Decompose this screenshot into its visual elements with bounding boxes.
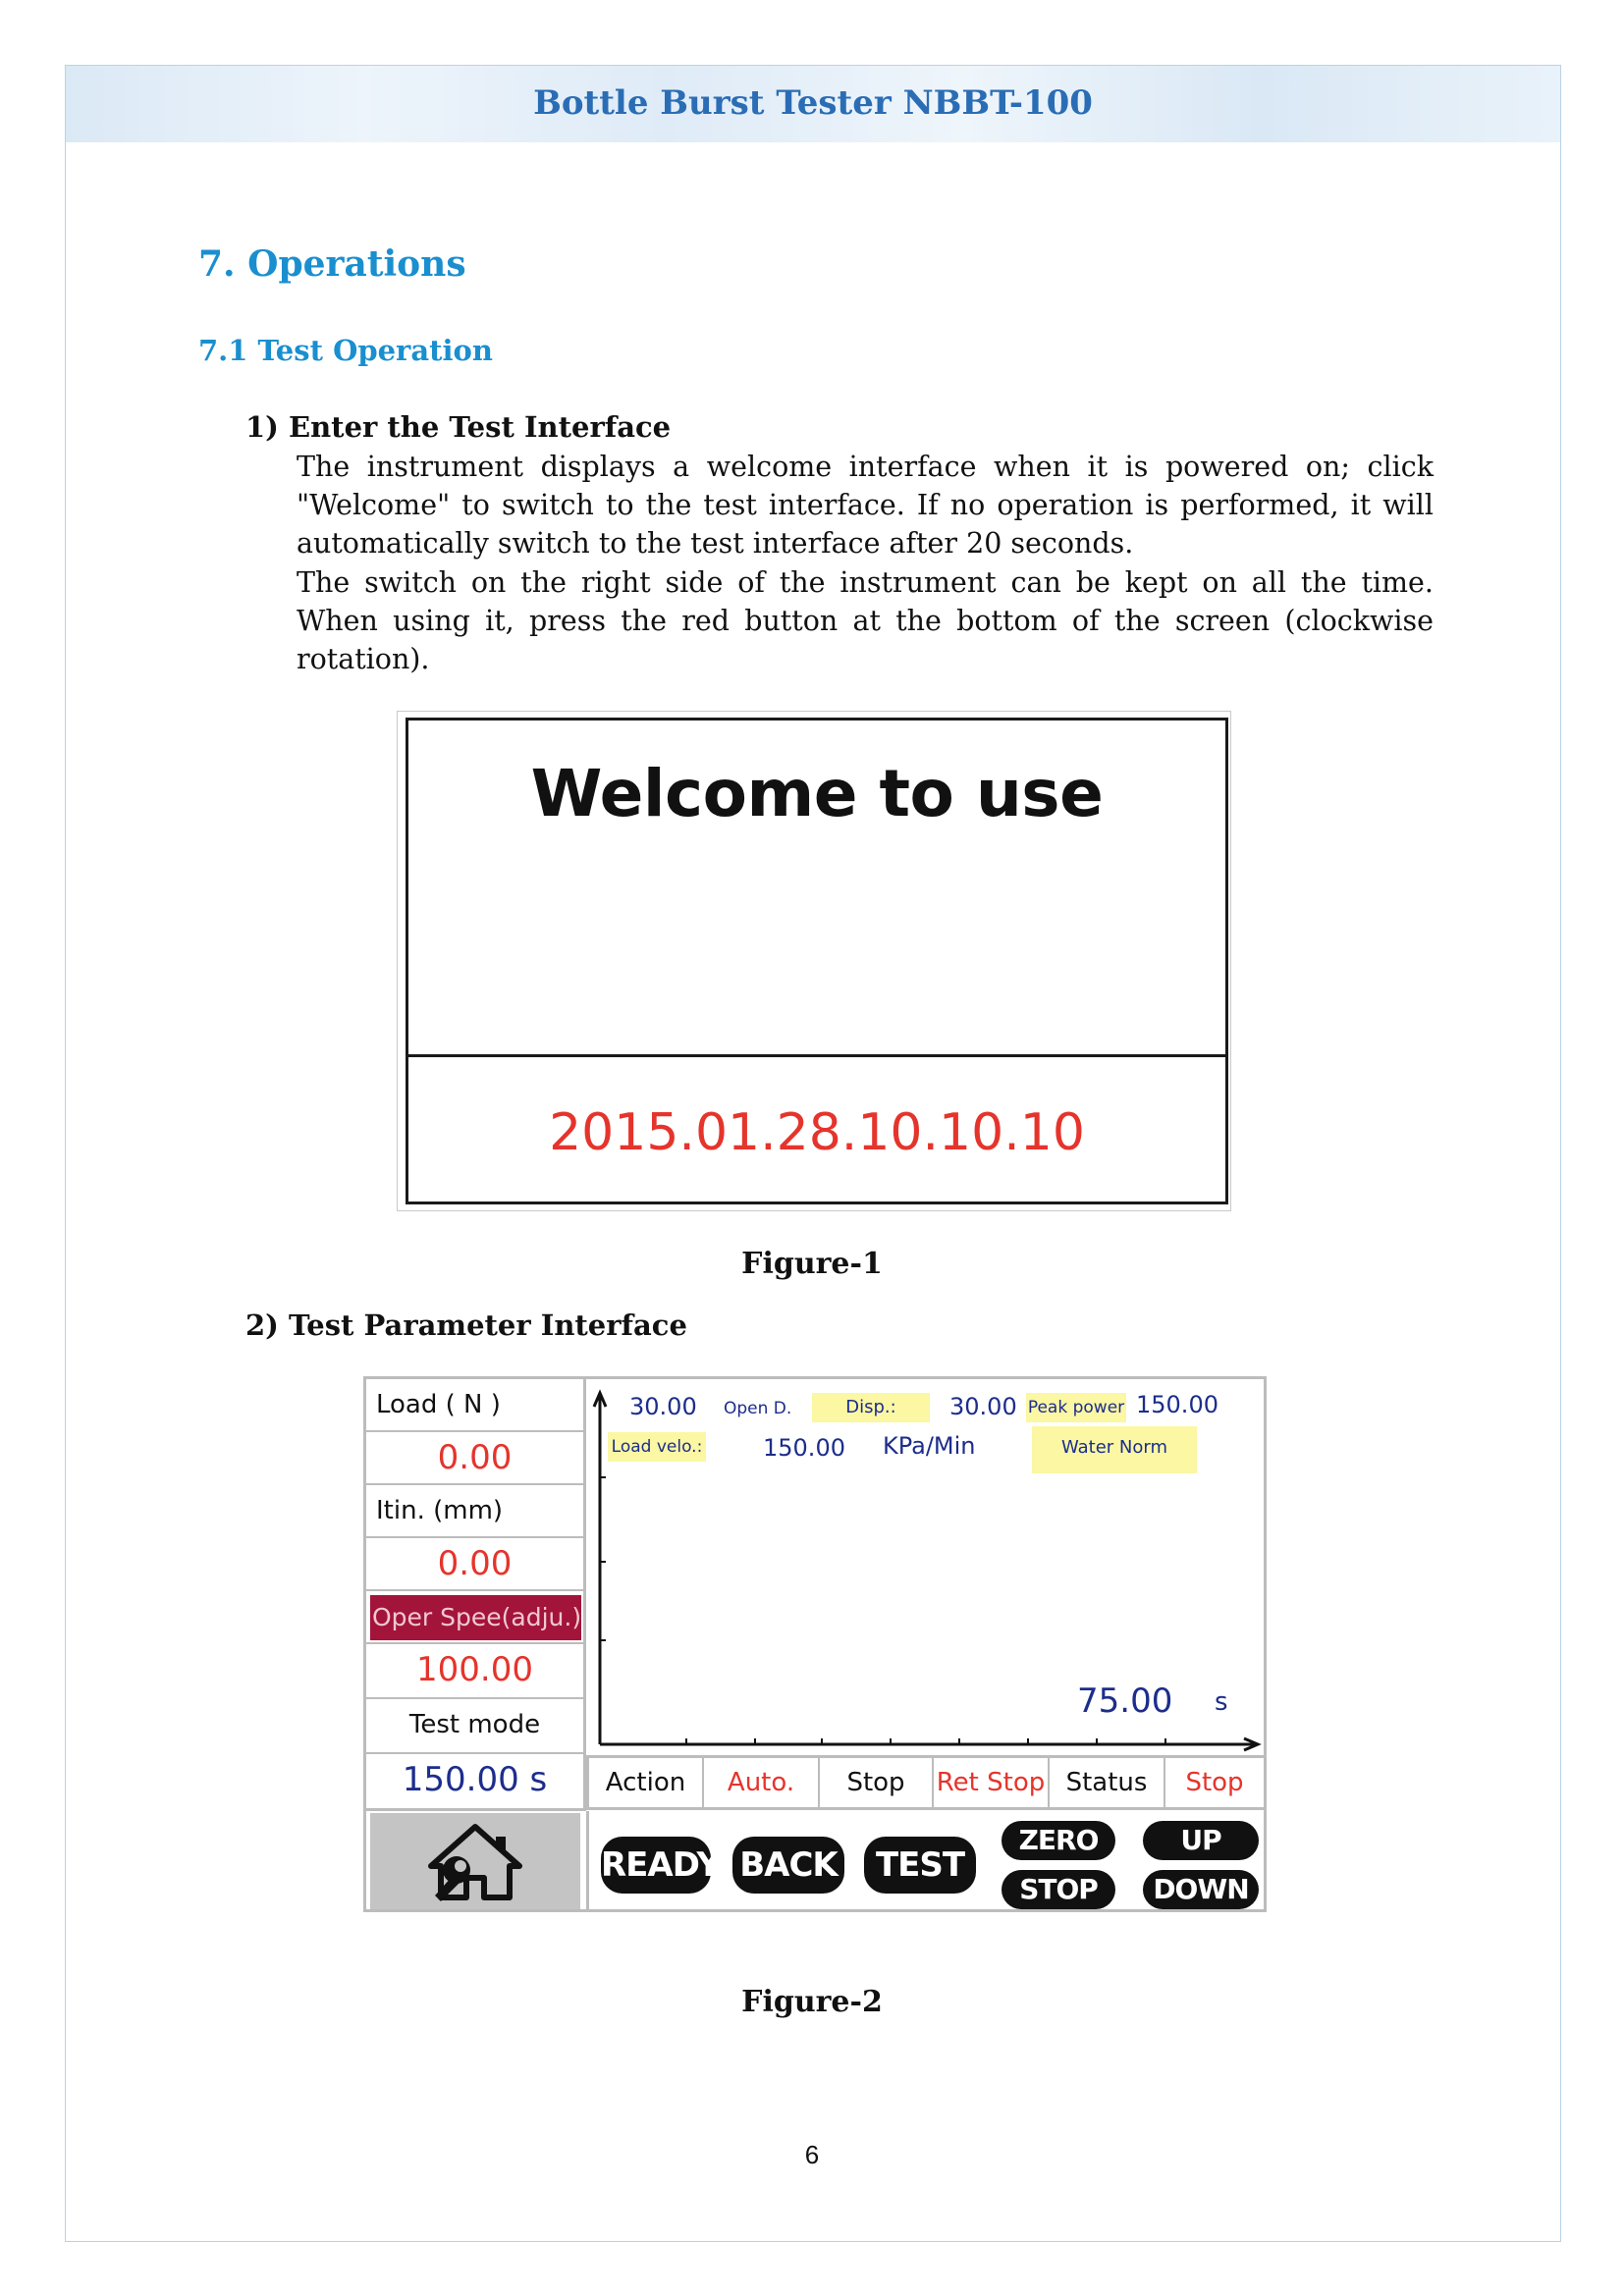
welcome-screen-frame — [406, 718, 1228, 1204]
load-velo-value: 150.00 — [763, 1434, 845, 1462]
status-label: Status — [1050, 1758, 1165, 1807]
step1-paragraph-2: The switch on the right side of the instrument can be kept on all the time. When using it, press the red button at the bottom of the screen (clockwise rotation). — [297, 566, 1434, 675]
load-velo-unit: KPa/Min — [883, 1432, 976, 1460]
figure-2-test-interface — [363, 1376, 1267, 1912]
oper-speed-button[interactable]: Oper Spee(adju.) — [370, 1595, 581, 1640]
test-mode-value[interactable]: 150.00 s — [402, 1760, 548, 1799]
load-value: 0.00 — [437, 1438, 513, 1477]
header-band — [66, 66, 1560, 142]
action-label: Action — [586, 1758, 704, 1807]
oper-value-cell[interactable] — [366, 1644, 586, 1699]
page-number: 6 — [804, 2140, 820, 2169]
disp-label: Disp.: — [812, 1393, 930, 1422]
load-label-cell — [366, 1379, 586, 1432]
ret-stop-button[interactable]: Ret Stop — [934, 1758, 1050, 1807]
welcome-text[interactable]: Welcome to use — [530, 756, 1104, 831]
itin-label-cell — [366, 1485, 586, 1538]
home-button[interactable] — [370, 1813, 580, 1909]
water-norm-label: Water Norm — [1032, 1426, 1197, 1473]
action-status-row — [586, 1755, 1264, 1810]
open-label: Open D. — [724, 1399, 792, 1418]
itin-label: Itin. (mm) — [376, 1496, 504, 1525]
test-chart-area — [586, 1379, 1264, 1754]
step1-title: 1) Enter the Test Interface — [245, 410, 672, 444]
welcome-divider — [408, 1054, 1225, 1057]
datetime-display: 2015.01.28.10.10.10 — [549, 1103, 1085, 1162]
oper-speed-cell[interactable] — [366, 1591, 586, 1644]
time-value: 75.00 — [1077, 1682, 1173, 1721]
itin-value: 0.00 — [437, 1544, 513, 1583]
section-heading: 7. Operations — [198, 243, 466, 285]
control-button-row — [586, 1811, 1264, 1909]
oper-speed-value[interactable]: 100.00 — [416, 1650, 533, 1689]
peak-power-value: 150.00 — [1136, 1391, 1218, 1418]
test-mode-cell[interactable] — [366, 1699, 586, 1754]
step1-paragraph-1: The instrument displays a welcome interface when it is powered on; click "Welcome" to switch to the test interface. If no operation is performed, it will automatically switch to the test interface after 20 seconds. — [297, 451, 1434, 560]
test-mode-value-cell[interactable] — [366, 1754, 586, 1811]
home-wrench-icon — [370, 1813, 580, 1909]
figure-1-caption: Figure-1 — [741, 1247, 883, 1281]
peak-power-label: Peak power — [1026, 1393, 1126, 1422]
status-value: Stop — [1185, 1768, 1244, 1797]
time-unit: s — [1215, 1687, 1228, 1717]
load-value-cell — [366, 1432, 586, 1485]
disp-value: 30.00 — [949, 1393, 1017, 1420]
zero-button[interactable]: ZERO — [1001, 1821, 1115, 1860]
test-button[interactable]: TEST — [864, 1837, 976, 1894]
document-title: Bottle Burst Tester NBBT-100 — [533, 83, 1093, 123]
auto-mode-button[interactable]: Auto. — [704, 1758, 820, 1807]
step2-title: 2) Test Parameter Interface — [245, 1308, 687, 1342]
down-button[interactable]: DOWN — [1143, 1870, 1259, 1909]
test-mode-label[interactable]: Test mode — [408, 1710, 541, 1739]
figure-2-caption: Figure-2 — [741, 1985, 883, 2019]
load-label: Load ( N ) — [376, 1390, 501, 1419]
load-velo-label: Load velo.: — [608, 1432, 706, 1462]
open-value: 30.00 — [629, 1393, 697, 1420]
subsection-heading: 7.1 Test Operation — [198, 334, 493, 367]
up-button[interactable]: UP — [1143, 1821, 1259, 1860]
itin-value-cell — [366, 1538, 586, 1591]
ready-button[interactable]: READY — [601, 1837, 711, 1894]
stop-mode-button[interactable]: Stop — [820, 1758, 934, 1807]
stop-button[interactable]: STOP — [1001, 1870, 1115, 1909]
figure-1-welcome-screen — [397, 711, 1231, 1211]
back-button[interactable]: BACK — [732, 1837, 844, 1894]
